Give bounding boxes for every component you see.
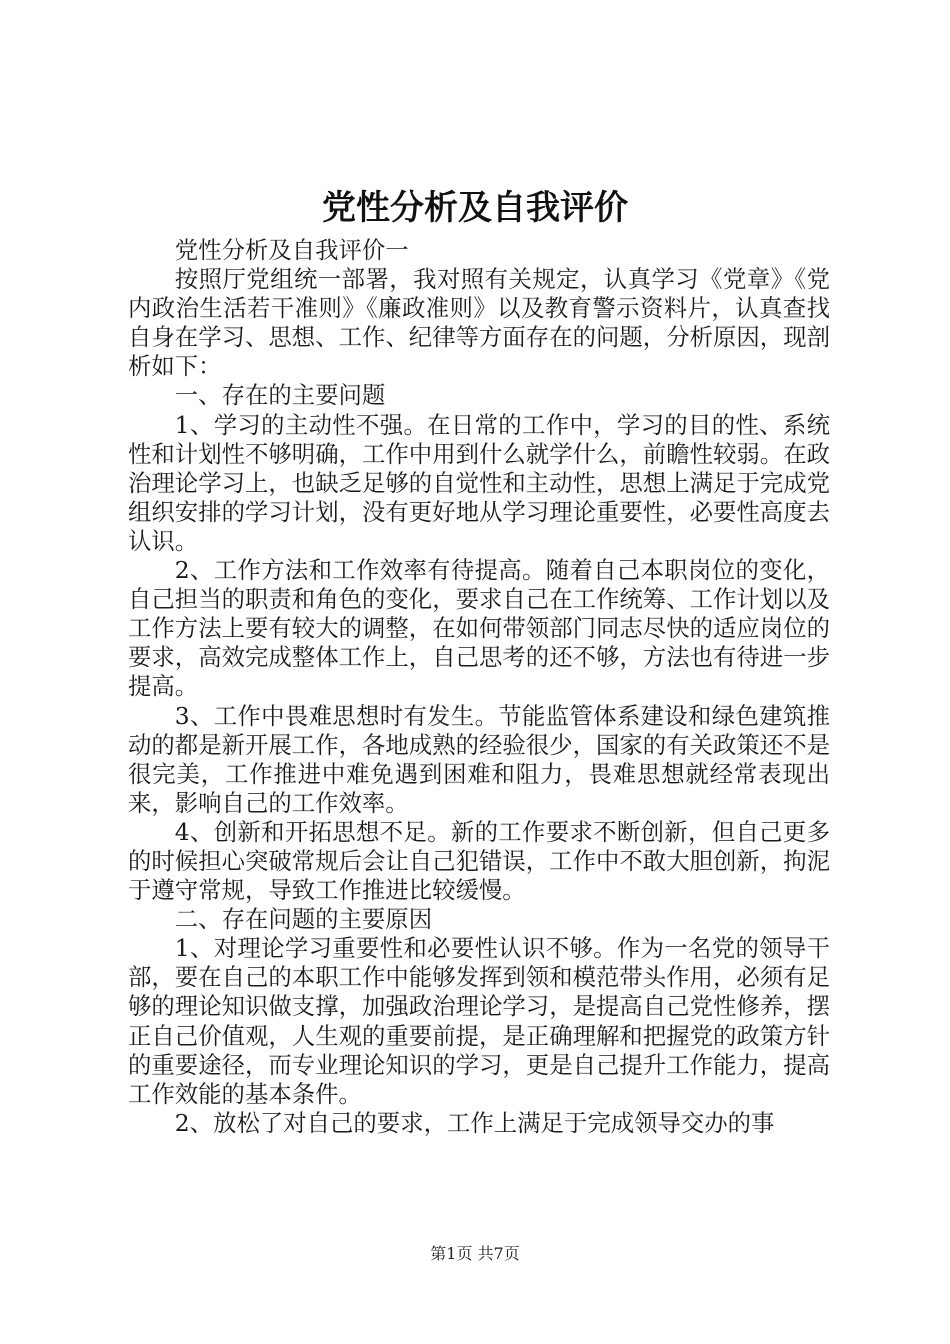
- document-body: [128, 236, 830, 1138]
- paragraph-cause-1: 1、对理论学习重要性和必要性认识不够。作为一名党的领导干部，要在自己的本职工作中能够发挥到领和模范带头作用，必须有足够的理论知识做支撑，加强政治理论学习，是提高自己党性修养，摆正自己价值观，人生观的重要前提，是正确理解和把握党的政策方针的重要途径，而专业理论知识的学习，更是自己提升工作能力，提高工作效能的基本条件。: [128, 934, 830, 1108]
- section-heading-problems: 一、存在的主要问题: [174, 381, 386, 410]
- paragraph-cause-2: 2、放松了对自己的要求，工作上满足于完成领导交办的事: [174, 1108, 775, 1137]
- section-heading-causes: 二、存在问题的主要原因: [174, 905, 433, 934]
- paragraph-problem-4: 4、创新和开拓思想不足。新的工作要求不断创新，但自己更多的时候担心突破常规后会让自己犯错误，工作中不敢大胆创新，拘泥于遵守常规，导致工作推进比较缓慢。: [128, 817, 830, 905]
- document-title: 党性分析及自我评价: [322, 188, 628, 228]
- paragraph-subtitle: 党性分析及自我评价一: [174, 236, 409, 264]
- page-number: 第1页 共7页: [430, 1244, 520, 1263]
- paragraph-problem-1: 1、学习的主动性不强。在日常的工作中，学习的目的性、系统性和计划性不够明确，工作中用到什么就学什么，前瞻性较弱。在政治理论学习上，也缺乏足够的自觉性和主动性，思想上满足于完成党组织安排的学习计划，没有更好地从学习理论重要性，必要性高度去认识。: [128, 410, 830, 555]
- paragraph-problem-3: 3、工作中畏难思想时有发生。节能监管体系建设和绿色建筑推动的都是新开展工作，各地成熟的经验很少，国家的有关政策还不是很完美，工作推进中难免遇到困难和阻力，畏难思想就经常表现出来，影响自己的工作效率。: [128, 701, 830, 817]
- paragraph-problem-2: 2、工作方法和工作效率有待提高。随着自己本职岗位的变化，自己担当的职责和角色的变化，要求自己在工作统筹、工作计划以及工作方法上要有较大的调整，在如何带领部门同志尽快的适应岗位的要求，高效完成整体工作上，自己思考的还不够，方法也有待进一步提高。: [128, 556, 830, 701]
- paragraph-intro: 按照厅党组统一部署，我对照有关规定，认真学习《党章》《党内政治生活若干准则》《廉政准则》以及教育警示资料片，认真查找自身在学习、思想、工作、纪律等方面存在的问题，分析原因，现剖析如下：: [128, 265, 830, 381]
